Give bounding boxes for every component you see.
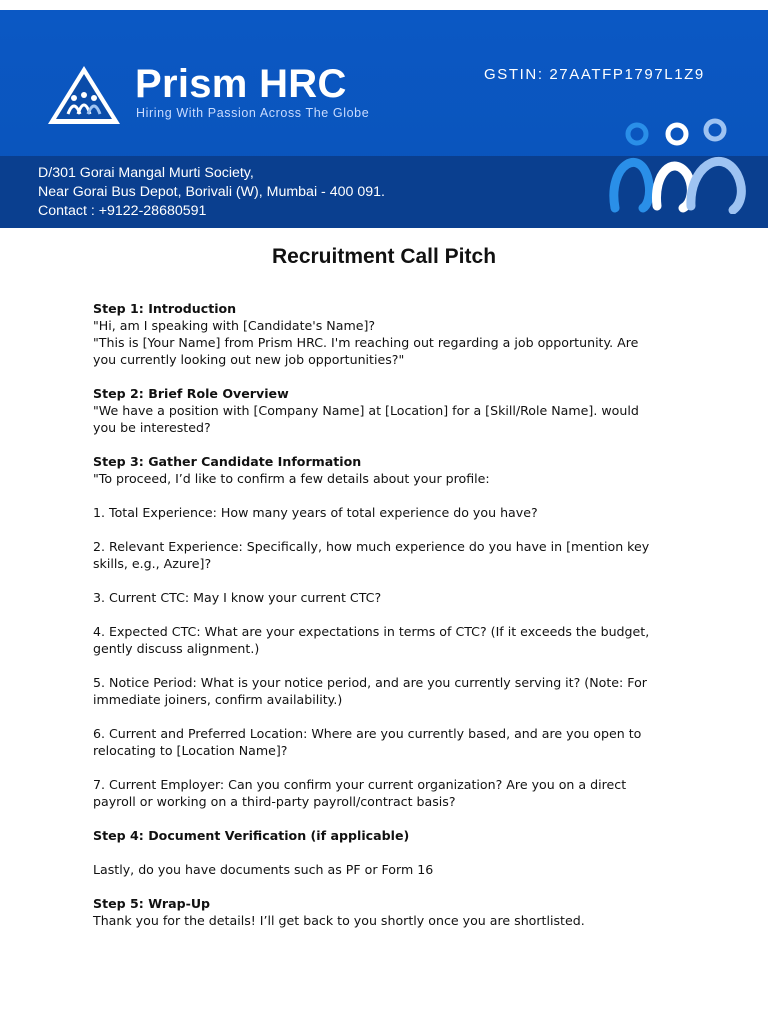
list-item-continued: payroll or working on a third-party payroll/contract basis? bbox=[93, 794, 456, 809]
list-item: 5. Notice Period: What is your notice period, and are you currently serving it? (Note: For bbox=[93, 675, 647, 690]
list-item: 7. Current Employer: Can you confirm your current organization? Are you on a direct bbox=[93, 777, 627, 792]
body-line: you be interested? bbox=[93, 420, 211, 435]
list-item-continued: gently discuss alignment.) bbox=[93, 641, 260, 656]
top-margin bbox=[0, 0, 768, 10]
three-people-graphic-icon bbox=[603, 114, 751, 214]
body-line: Thank you for the details! I’ll get back to you shortly once you are shortlisted. bbox=[93, 913, 585, 928]
brand-name: Prism HRC bbox=[135, 62, 347, 106]
address-line: D/301 Gorai Mangal Murti Society, bbox=[38, 165, 254, 181]
list-item: 3. Current CTC: May I know your current CTC? bbox=[93, 590, 382, 605]
step-heading: Step 4: Document Verification (if applicable) bbox=[93, 828, 410, 843]
letterhead-header bbox=[0, 10, 768, 228]
document-body bbox=[93, 300, 693, 929]
gstin-number: GSTIN: 27AATFP1797L1Z9 bbox=[484, 66, 705, 83]
list-item: 2. Relevant Experience: Specifically, how much experience do you have in [mention key bbox=[93, 539, 650, 554]
body-line: you currently looking out new job opportunities?" bbox=[93, 352, 405, 367]
body-line: Lastly, do you have documents such as PF or Form 16 bbox=[93, 862, 434, 877]
body-line: "We have a position with [Company Name] at [Location] for a [Skill/Role Name]. would bbox=[93, 403, 639, 418]
step-heading: Step 2: Brief Role Overview bbox=[93, 386, 289, 401]
contact-line: Contact : +9122-28680591 bbox=[38, 203, 207, 219]
address-line: Near Gorai Bus Depot, Borivali (W), Mumbai - 400 091. bbox=[38, 184, 385, 200]
step-heading: Step 3: Gather Candidate Information bbox=[93, 454, 362, 469]
body-line: "Hi, am I speaking with [Candidate's Name]? bbox=[93, 318, 376, 333]
list-item-continued: skills, e.g., Azure]? bbox=[93, 556, 212, 571]
body-line: "To proceed, I’d like to confirm a few details about your profile: bbox=[93, 471, 490, 486]
company-address bbox=[38, 164, 385, 221]
list-item: 4. Expected CTC: What are your expectations in terms of CTC? (If it exceeds the budget, bbox=[93, 624, 650, 639]
brand-tagline: Hiring With Passion Across The Globe bbox=[136, 106, 370, 120]
list-item: 1. Total Experience: How many years of total experience do you have? bbox=[93, 505, 538, 520]
list-item-continued: immediate joiners, confirm availability.) bbox=[93, 692, 343, 707]
step-heading: Step 1: Introduction bbox=[93, 301, 237, 316]
list-item-continued: relocating to [Location Name]? bbox=[93, 743, 288, 758]
body-line: "This is [Your Name] from Prism HRC. I'm reaching out regarding a job opportunity. Are bbox=[93, 335, 639, 350]
step-heading: Step 5: Wrap-Up bbox=[93, 896, 211, 911]
document-title: Recruitment Call Pitch bbox=[271, 245, 497, 268]
list-item: 6. Current and Preferred Location: Where are you currently based, and are you open to bbox=[93, 726, 642, 741]
people-triangle-logo-icon bbox=[46, 64, 122, 126]
